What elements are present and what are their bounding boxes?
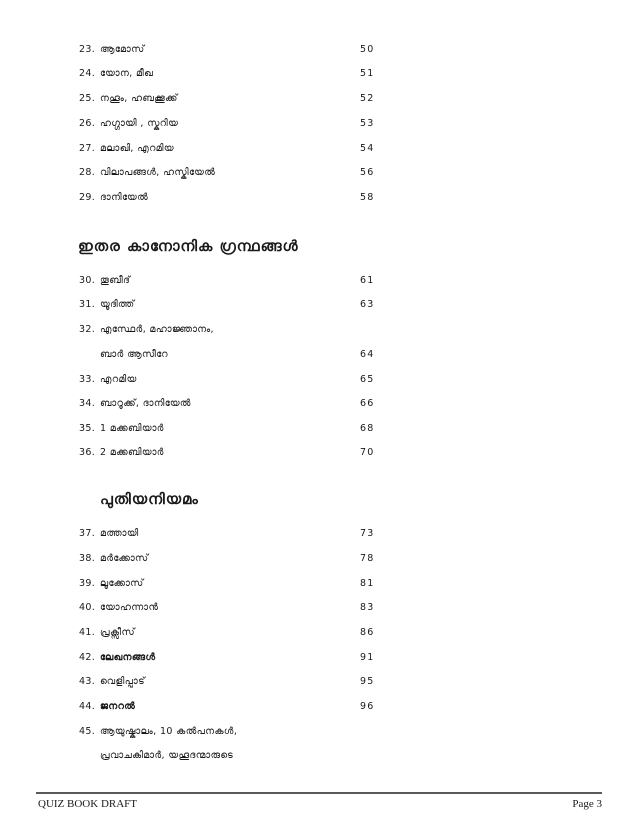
toc-entry bbox=[0, 525, 638, 543]
entry-title: 2 മക്കബിയാർ bbox=[100, 447, 164, 458]
entry-title: ആമോസ് bbox=[100, 44, 145, 55]
entry-title: എസ്ഥേർ, മഹാജ്ഞാനം, bbox=[100, 324, 214, 335]
toc-entry bbox=[0, 41, 638, 59]
toc-entry bbox=[0, 65, 638, 83]
toc-entry bbox=[0, 723, 638, 741]
entry-number: 24. bbox=[79, 68, 96, 79]
toc-entry bbox=[0, 321, 638, 339]
entry-title: പ്രവാചകിമാർ, യഹൂദന്മാരുടെ bbox=[100, 750, 234, 761]
entry-number: 45. bbox=[79, 726, 96, 737]
entry-number: 36. bbox=[79, 447, 96, 458]
entry-page: 65 bbox=[360, 374, 375, 385]
entry-title: ആയുഷ്കാലം, 10 കൽപനകൾ, bbox=[100, 726, 238, 737]
toc-entry bbox=[0, 599, 638, 617]
entry-title: 1 മക്കബിയാർ bbox=[100, 423, 164, 434]
entry-title: മത്തായി bbox=[100, 528, 139, 539]
entry-title: നഹൂം, ഹബക്കൂക്ക് bbox=[100, 93, 178, 104]
entry-number: 35. bbox=[79, 423, 96, 434]
entry-title: യോഹന്നാൻ bbox=[100, 602, 159, 613]
entry-page: 78 bbox=[360, 553, 375, 564]
toc-entry bbox=[0, 575, 638, 593]
entry-number: 26. bbox=[79, 118, 96, 129]
entry-title: ബാർ ആസീറേ bbox=[100, 349, 168, 360]
entry-number: 43. bbox=[79, 676, 96, 687]
entry-title: വെളിപ്പാട് bbox=[100, 676, 145, 687]
toc-entry bbox=[0, 747, 638, 765]
entry-number: 28. bbox=[79, 167, 96, 178]
entry-page: 56 bbox=[360, 167, 375, 178]
entry-number: 23. bbox=[79, 44, 96, 55]
toc-entry bbox=[0, 673, 638, 691]
entry-page: 70 bbox=[360, 447, 375, 458]
section-heading: പുതിയനിയമം bbox=[100, 490, 199, 508]
toc-entry bbox=[0, 272, 638, 290]
footer-page-number: Page 3 bbox=[572, 798, 602, 810]
toc-entry bbox=[0, 371, 638, 389]
entry-page: 96 bbox=[360, 701, 375, 712]
toc-entry bbox=[0, 550, 638, 568]
entry-title: തൂബീദ് bbox=[100, 275, 131, 286]
entry-title: ബാറൂക്ക്, ദാനിയേൽ bbox=[100, 398, 191, 409]
entry-title: യോന, മീഖ bbox=[100, 68, 154, 79]
toc-entry bbox=[0, 296, 638, 314]
entry-page: 61 bbox=[360, 275, 375, 286]
entry-number: 37. bbox=[79, 528, 96, 539]
entry-number: 40. bbox=[79, 602, 96, 613]
entry-title: ലേഖനങ്ങൾ bbox=[100, 652, 156, 663]
entry-number: 38. bbox=[79, 553, 96, 564]
entry-page: 91 bbox=[360, 652, 375, 663]
entry-number: 30. bbox=[79, 275, 96, 286]
entry-number: 27. bbox=[79, 143, 96, 154]
toc-entry bbox=[0, 624, 638, 642]
footer-document-title: QUIZ BOOK DRAFT bbox=[38, 798, 137, 810]
entry-page: 86 bbox=[360, 627, 375, 638]
entry-title: എറമിയ bbox=[100, 374, 137, 385]
entry-number: 32. bbox=[79, 324, 96, 335]
entry-number: 44. bbox=[79, 701, 96, 712]
toc-entry bbox=[0, 420, 638, 438]
toc-entry bbox=[0, 395, 638, 413]
entry-title: യൂദിത്ത് bbox=[100, 299, 135, 310]
entry-page: 50 bbox=[360, 44, 375, 55]
toc-entry bbox=[0, 189, 638, 207]
toc-entry bbox=[0, 164, 638, 182]
entry-page: 52 bbox=[360, 93, 375, 104]
toc-entry bbox=[0, 698, 638, 716]
entry-title: ലൂക്കോസ് bbox=[100, 578, 144, 589]
entry-page: 83 bbox=[360, 602, 375, 613]
section-heading: ഇതര കാനോനിക ഗ്രന്ഥങ്ങൾ bbox=[78, 237, 299, 255]
entry-title: മലാഖി, എറമിയ bbox=[100, 143, 174, 154]
entry-title: മർക്കോസ് bbox=[100, 553, 149, 564]
entry-page: 51 bbox=[360, 68, 375, 79]
entry-page: 73 bbox=[360, 528, 375, 539]
entry-number: 41. bbox=[79, 627, 96, 638]
entry-number: 42. bbox=[79, 652, 96, 663]
entry-page: 63 bbox=[360, 299, 375, 310]
entry-number: 39. bbox=[79, 578, 96, 589]
entry-title: ജനറൽ bbox=[100, 701, 136, 712]
entry-number: 29. bbox=[79, 192, 96, 203]
entry-page: 58 bbox=[360, 192, 375, 203]
entry-title: ഹഗ്ഗായി , സ്കറിയ bbox=[100, 118, 179, 129]
toc-entry bbox=[0, 90, 638, 108]
toc-entry bbox=[0, 346, 638, 364]
entry-page: 81 bbox=[360, 578, 375, 589]
entry-title: വിലാപങ്ങൾ, ഹസ്കിയേൽ bbox=[100, 167, 216, 178]
entry-number: 33. bbox=[79, 374, 96, 385]
entry-page: 64 bbox=[360, 349, 375, 360]
footer-divider bbox=[36, 792, 602, 794]
toc-entry bbox=[0, 444, 638, 462]
entry-page: 66 bbox=[360, 398, 375, 409]
toc-entry bbox=[0, 649, 638, 667]
toc-entry bbox=[0, 140, 638, 158]
entry-page: 68 bbox=[360, 423, 375, 434]
entry-title: ദാനിയേൽ bbox=[100, 192, 149, 203]
entry-page: 54 bbox=[360, 143, 375, 154]
entry-page: 53 bbox=[360, 118, 375, 129]
entry-page: 95 bbox=[360, 676, 375, 687]
entry-title: പ്രക്സീസ് bbox=[100, 627, 135, 638]
toc-entry bbox=[0, 115, 638, 133]
entry-number: 31. bbox=[79, 299, 96, 310]
entry-number: 25. bbox=[79, 93, 96, 104]
entry-number: 34. bbox=[79, 398, 96, 409]
